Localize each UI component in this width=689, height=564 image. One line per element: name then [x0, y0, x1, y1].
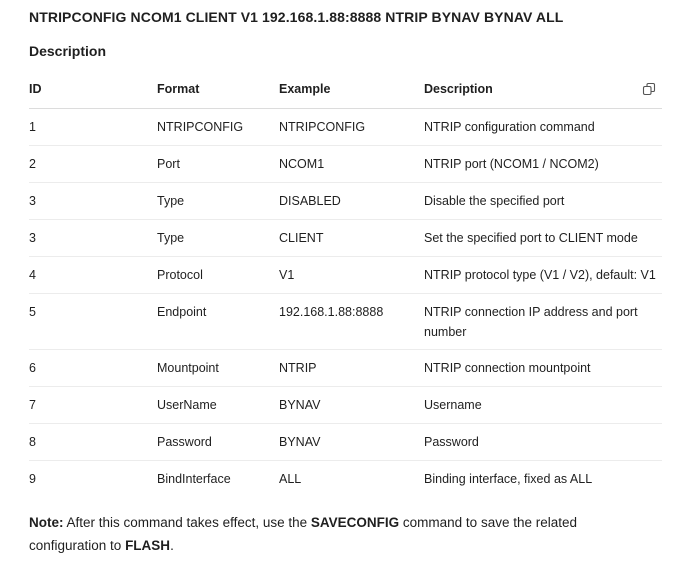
- cell-example: CLIENT: [279, 220, 424, 257]
- table-row: [29, 146, 662, 183]
- header-description-label: Description: [424, 82, 493, 96]
- table-row: [29, 350, 662, 387]
- cell-example: BYNAV: [279, 387, 424, 424]
- table-header-row: [29, 70, 662, 109]
- cell-id: 3: [29, 220, 157, 257]
- cell-format: Type: [157, 220, 279, 257]
- cell-format: BindInterface: [157, 472, 231, 486]
- cell-example: 192.168.1.88:8888: [279, 294, 424, 350]
- parameter-table: [29, 70, 662, 497]
- table-row: [29, 424, 662, 461]
- cell-description: Disable the specified port: [424, 183, 662, 220]
- cell-description: Set the specified port to CLIENT mode: [424, 220, 662, 257]
- cell-format: UserName: [157, 387, 279, 424]
- cell-description: Binding interface, fixed as ALL: [424, 472, 593, 486]
- note-text-2: command to save the related configuration to: [29, 515, 578, 553]
- cell-id: 2: [29, 146, 157, 183]
- cell-description: Password: [424, 424, 662, 461]
- note-text-1: After this command takes effect, use the: [63, 515, 311, 530]
- note-command: SAVECONFIG: [310, 515, 400, 530]
- cell-description: NTRIP connection mountpoint: [424, 350, 662, 387]
- cell-format: Type: [157, 183, 279, 220]
- cell-example: DISABLED: [279, 183, 424, 220]
- cell-format: NTRIPCONFIG: [157, 109, 279, 146]
- cell-description: Username: [424, 387, 662, 424]
- cell-format: Port: [157, 146, 279, 183]
- cell-id: 6: [29, 350, 157, 387]
- cell-format: Protocol: [157, 257, 279, 294]
- table-row: [29, 461, 662, 498]
- parameter-table-container: [29, 70, 662, 497]
- note-target: FLASH: [125, 538, 171, 553]
- cell-id: 5: [29, 294, 157, 350]
- note-paragraph: [29, 511, 649, 557]
- section-title: Description: [29, 43, 107, 59]
- cell-format: Mountpoint: [157, 350, 279, 387]
- cell-example: NTRIPCONFIG: [279, 109, 424, 146]
- cell-format: Endpoint: [157, 294, 279, 350]
- cell-example: NCOM1: [279, 146, 424, 183]
- header-id: ID: [29, 70, 157, 109]
- table-row: [29, 220, 662, 257]
- cell-description: NTRIP connection IP address and port number: [424, 294, 662, 350]
- cell-id: 4: [29, 257, 157, 294]
- cell-example: ALL: [279, 472, 302, 486]
- header-format: Format: [157, 70, 279, 109]
- cell-id: 8: [29, 424, 157, 461]
- cell-description: NTRIP port (NCOM1 / NCOM2): [424, 146, 662, 183]
- table-row: [29, 387, 662, 424]
- table-row: [29, 257, 662, 294]
- cell-example: BYNAV: [279, 424, 424, 461]
- cell-example: NTRIP: [279, 350, 424, 387]
- note-text-3: .: [170, 538, 174, 553]
- cell-id: 1: [29, 109, 157, 146]
- cell-id: 9: [29, 472, 36, 486]
- header-description: [424, 70, 662, 109]
- note-label: Note:: [29, 515, 64, 530]
- cell-id: 3: [29, 183, 157, 220]
- cell-description: NTRIP configuration command: [424, 109, 662, 146]
- table-row: [29, 183, 662, 220]
- cell-example: V1: [279, 257, 424, 294]
- cell-id: 7: [29, 387, 157, 424]
- header-example: Example: [279, 70, 424, 109]
- command-title: NTRIPCONFIG NCOM1 CLIENT V1 192.168.1.88:8888 NTRIP BYNAV BYNAV ALL: [29, 9, 564, 25]
- table-row: [29, 294, 662, 350]
- copy-icon[interactable]: [642, 82, 656, 96]
- table-row: [29, 109, 662, 146]
- cell-format: Password: [157, 424, 279, 461]
- cell-description: NTRIP protocol type (V1 / V2), default: V1: [424, 257, 662, 294]
